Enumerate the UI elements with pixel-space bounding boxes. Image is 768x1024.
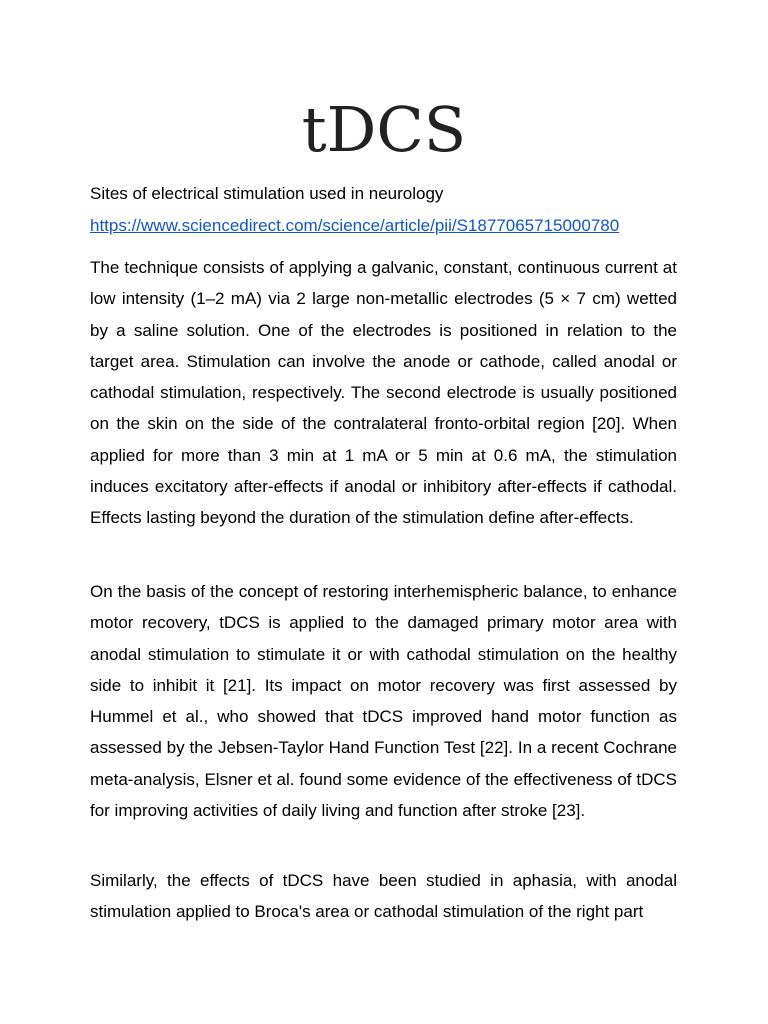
source-link[interactable]: https://www.sciencedirect.com/science/article/pii/S1877065715000780 — [90, 216, 620, 235]
paragraph-motor-recovery: On the basis of the concept of restoring interhemispheric balance, to enhance motor recovery, tDCS is applied to the damaged primary motor area with anodal stimulation to stimulate it or with cathodal stimulation on the healthy side to inhibit it [21]. Its impact on motor recovery was first assessed by Hummel et al., who showed that tDCS improved hand motor function as assessed by the Jebsen-Taylor Hand Function Test [22]. In a recent Cochrane meta-analysis, Elsner et al. found some evidence of the effectiveness of tDCS for improving activities of daily living and function after stroke [23]. — [90, 582, 677, 821]
document-subtitle: Sites of electrical stimulation used in neurology — [90, 184, 444, 203]
document-title: tDCS — [301, 93, 467, 166]
paragraph-technique: The technique consists of applying a galvanic, constant, continuous current at low intensity (1–2 mA) via 2 large non-metallic electrodes (5 × 7 cm) wetted by a saline solution. One of the electrodes is positioned in relation to the target area. Stimulation can involve the anode or cathode, called anodal or cathodal stimulation, respectively. The second electrode is usually positioned on the skin on the side of the contralateral fronto-orbital region [20]. When applied for more than 3 min at 1 mA or 5 min at 0.6 mA, the stimulation induces excitatory after-effects if anodal or inhibitory after-effects if cathodal. Effects lasting beyond the duration of the stimulation define after-effects. — [90, 258, 677, 528]
paragraph-aphasia: Similarly, the effects of tDCS have been studied in aphasia, with anodal stimulation applied to Broca's area or cathodal stimulation of the right part — [90, 871, 677, 922]
